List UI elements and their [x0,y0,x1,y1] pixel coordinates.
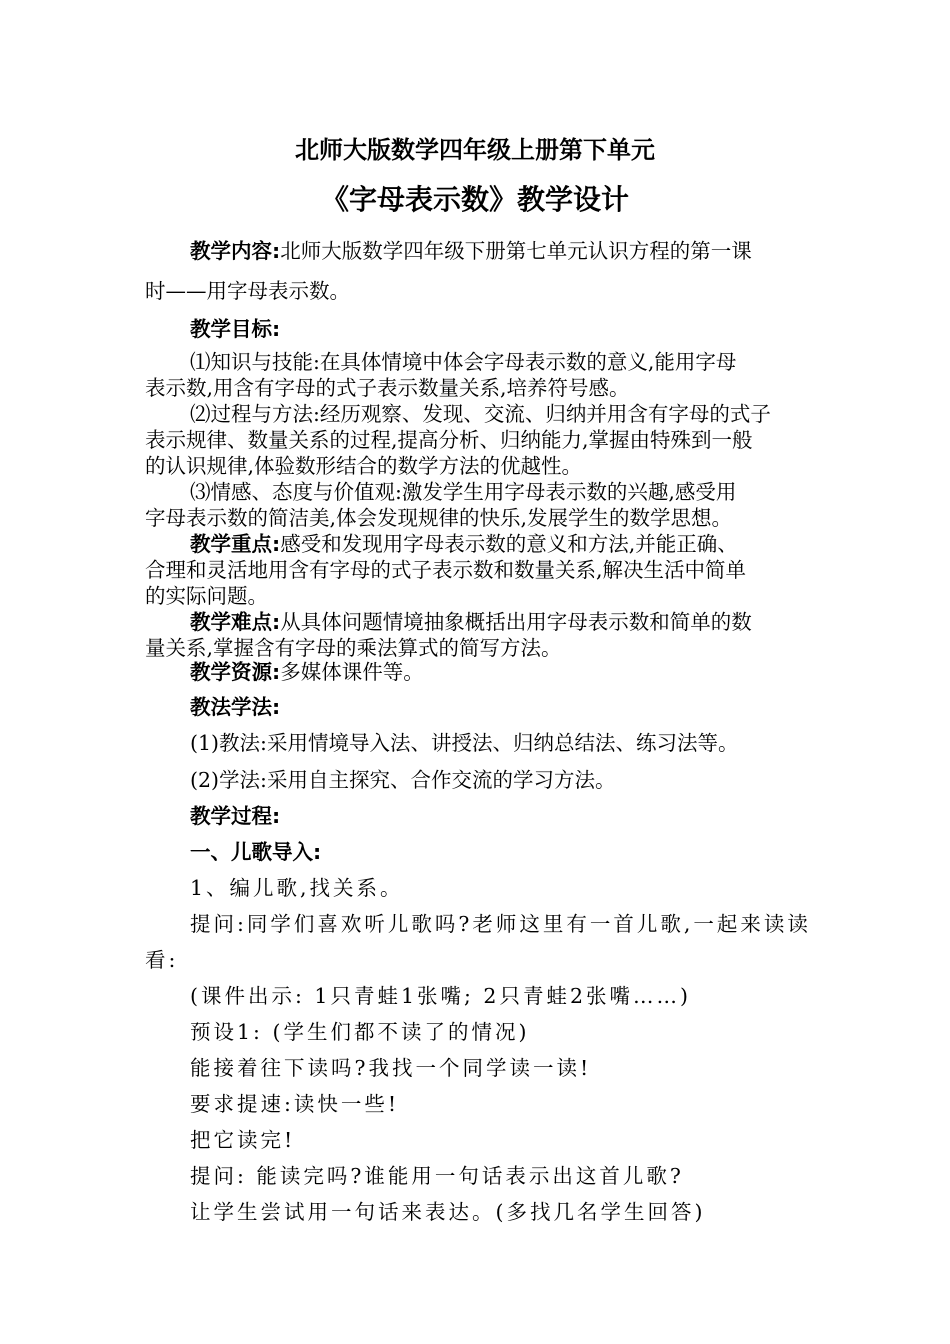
difficulty-label: 教学难点: [190,610,281,634]
process-line: 预设1: (学生们都不读了的情况) [190,1020,530,1044]
document-subtitle: 《字母表示数》教学设计 [320,183,629,216]
process-line: 看: [145,948,179,972]
content-text-cont: 时——用字母表示数。 [145,279,350,303]
difficulty-text-2: 量关系,掌握含有字母的乘法算式的简写方法。 [145,636,562,660]
key-point-text: 感受和发现用字母表示数的意义和方法,并能正确、 [280,532,738,556]
methods-label: 教法学法: [190,695,281,719]
difficulty-paragraph [190,609,752,635]
objective-3-line-1: ⑶情感、态度与价值观:激发学生用字母表示数的兴趣,感受用 [190,480,737,504]
content-paragraph [190,238,752,264]
process-line: 要求提速:读快一些! [190,1092,400,1116]
objective-3-line-2: 字母表示数的简洁美,体会发现规律的快乐,发展学生的数学思想。 [145,506,733,530]
key-point-text-2: 合理和灵活地用含有字母的式子表示数和数量关系,解决生活中简单 [145,558,747,582]
key-point-text-3: 的实际问题。 [145,584,268,608]
difficulty-text: 从具体问题情境抽象概括出用字母表示数和简单的数 [280,610,752,634]
process-line: 把它读完! [190,1128,296,1152]
objective-2-line-3: 的认识规律,体验数形结合的数学方法的优越性。 [145,454,583,478]
resources-label: 教学资源: [190,660,281,684]
section-1-heading: 一、儿歌导入: [190,840,322,864]
document-title: 北师大版数学四年级上册第下单元 [295,136,655,164]
process-label: 教学过程: [190,804,281,828]
process-line: 1、编儿歌,找关系。 [190,876,404,900]
objective-2-line-2: 表示规律、数量关系的过程,提高分析、归纳能力,掌握由特殊到一般 [145,428,753,452]
objectives-label: 教学目标: [190,317,281,341]
method-teaching: (1)教法:采用情境导入法、讲授法、归纳总结法、练习法等。 [190,731,739,755]
resources-paragraph [190,659,424,685]
process-line: 让学生尝试用一句话来表达。(多找几名学生回答) [190,1200,706,1224]
key-point-label: 教学重点: [190,532,281,556]
resources-text: 多媒体课件等。 [280,660,424,684]
objective-1-line-1: ⑴知识与技能:在具体情境中体会字母表示数的意义,能用字母 [190,350,737,374]
process-line: 能接着往下读吗?我找一个同学读一读! [190,1056,592,1080]
process-line: (课件出示: 1只青蛙1张嘴; 2只青蛙2张嘴……) [190,984,692,1008]
process-line: 提问: 能读完吗?谁能用一句话表示出这首儿歌? [190,1164,684,1188]
content-label: 教学内容: [190,239,281,263]
objective-1-line-2: 表示数,用含有字母的式子表示数量关系,培养符号感。 [145,376,630,400]
content-text: 北师大版数学四年级下册第七单元认识方程的第一课 [280,239,752,263]
objective-2-line-1: ⑵过程与方法:经历观察、发现、交流、归纳并用含有字母的式子 [190,402,771,426]
method-learning: (2)学法:采用自主探究、合作交流的学习方法。 [190,768,616,792]
key-point-paragraph [190,531,738,557]
process-line: 提问:同学们喜欢听儿歌吗?老师这里有一首儿歌,一起来读读 [190,912,811,936]
